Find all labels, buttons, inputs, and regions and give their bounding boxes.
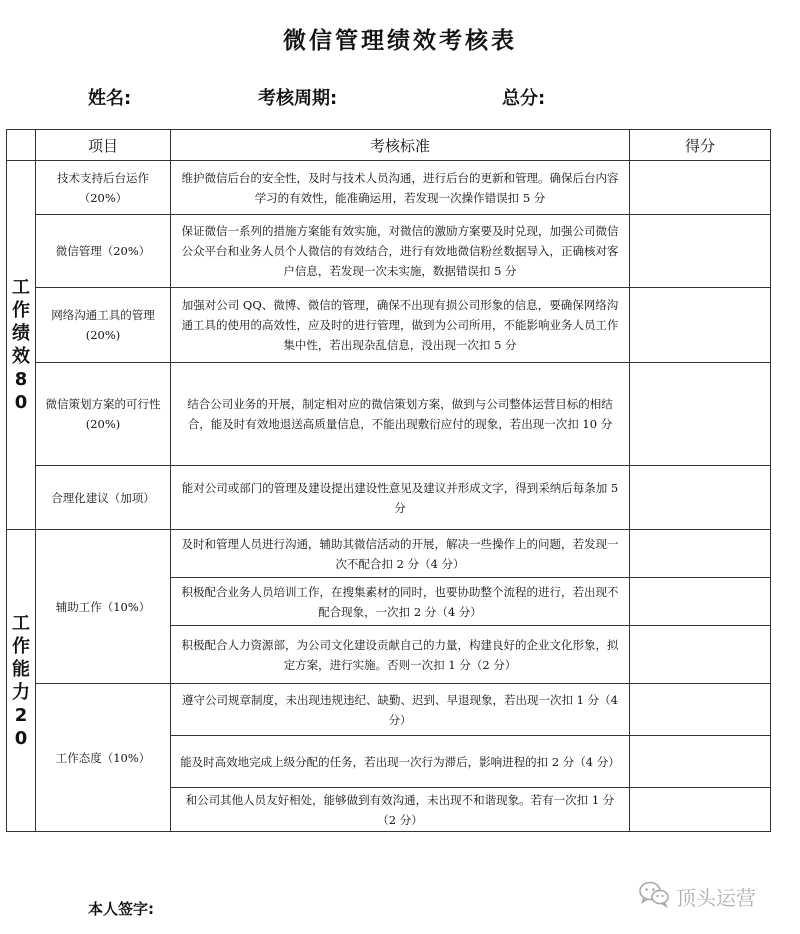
item-cell: 工作态度（10%）: [36, 684, 171, 832]
item-cell: 微信管理（20%）: [36, 215, 171, 288]
category-char: 力: [12, 681, 30, 703]
score-cell[interactable]: [630, 578, 771, 626]
category-char: 0: [14, 392, 28, 413]
criteria-cell: 积极配合业务人员培训工作，在搜集素材的同时，也要协助整个流程的进行，若出现不配合现象，一次扣 2 分（4 分）: [171, 578, 630, 626]
table-row: [7, 363, 771, 466]
item-cell: 微信策划方案的可行性(20%): [36, 363, 171, 466]
category-performance: [7, 161, 36, 530]
category-char: 能: [12, 658, 30, 680]
category-ability: [7, 530, 36, 832]
score-cell[interactable]: [630, 288, 771, 363]
name-label: 姓名:: [88, 88, 132, 109]
score-cell[interactable]: [630, 626, 771, 684]
table-row: [7, 161, 771, 215]
criteria-cell: 结合公司业务的开展，制定相对应的微信策划方案，做到与公司整体运营目标的相结合，能及时有效地退送高质量信息，不能出现敷衍应付的现象，若出现一次扣 10 分: [171, 363, 630, 466]
header-row: [7, 130, 771, 161]
criteria-cell: 加强对公司 QQ、微博、微信的管理，确保不出现有损公司形象的信息，要确保网络沟通工具的使用的高效性，应及时的进行管理，做到为公司所用，不能影响业务人员工作集中性，若出现杂乱信息，没出现一次扣 5 分: [171, 288, 630, 363]
header-item: 项目: [36, 130, 171, 161]
total-label: 总分:: [502, 88, 546, 109]
category-char: 作: [12, 300, 30, 321]
period-label: 考核周期:: [258, 88, 338, 109]
category-char: 0: [14, 727, 28, 749]
category-char: 工: [12, 277, 30, 298]
item-cell: 合理化建议（加项）: [36, 466, 171, 530]
watermark-text: 顶头运营: [676, 885, 756, 910]
criteria-cell: 保证微信一系列的措施方案能有效实施，对微信的激励方案要及时兑现，加强公司微信公众平台和业务人员个人微信的有效结合，进行有效地微信粉丝数据导入，正确核对客户信息，若发现一次未实施，数据错误扣 5 分: [171, 215, 630, 288]
item-cell: 技术支持后台运作（20%）: [36, 161, 171, 215]
table-row: [7, 288, 771, 363]
table-row: [7, 466, 771, 530]
score-cell[interactable]: [630, 161, 771, 215]
score-cell[interactable]: [630, 684, 771, 736]
wechat-logo-icon: [638, 880, 670, 912]
watermark: [638, 880, 796, 912]
header-criteria: 考核标准: [171, 130, 630, 161]
criteria-cell: 能及时高效地完成上级分配的任务，若出现一次行为滞后，影响进程的扣 2 分（4 分）: [171, 736, 630, 788]
item-cell: 辅助工作（10%）: [36, 530, 171, 684]
signature-label: 本人签字:: [88, 900, 154, 918]
category-char: 2: [14, 704, 28, 726]
category-char: 效: [12, 346, 30, 367]
score-cell[interactable]: [630, 466, 771, 530]
table-row: [7, 215, 771, 288]
header-score: 得分: [630, 130, 771, 161]
table-row: [7, 684, 771, 736]
corner-cell: [7, 130, 36, 161]
criteria-cell: 和公司其他人员友好相处，能够做到有效沟通，未出现不和谐现象。若有一次扣 1 分（2 分）: [171, 788, 630, 832]
score-cell[interactable]: [630, 215, 771, 288]
category-char: 8: [14, 369, 28, 390]
criteria-cell: 及时和管理人员进行沟通，辅助其微信活动的开展，解决一些操作上的问题，若发现一次不配合扣 2 分（4 分）: [171, 530, 630, 578]
assessment-table: [6, 129, 771, 832]
score-cell[interactable]: [630, 363, 771, 466]
table-row: [7, 530, 771, 578]
category-char: 作: [12, 635, 30, 657]
form-title: 微信管理绩效考核表: [283, 28, 517, 54]
criteria-cell: 遵守公司规章制度，未出现违规违纪、缺勤、迟到、早退现象，若出现一次扣 1 分（4 分）: [171, 684, 630, 736]
criteria-cell: 维护微信后台的安全性，及时与技术人员沟通，进行后台的更新和管理。确保后台内容学习的有效性，能准确运用，若发现一次操作错误扣 5 分: [171, 161, 630, 215]
category-char: 工: [12, 612, 30, 634]
criteria-cell: 积极配合人力资源部，为公司文化建设贡献自己的力量，构建良好的企业文化形象，拟定方案，进行实施。否则一次扣 1 分（2 分）: [171, 626, 630, 684]
score-cell[interactable]: [630, 788, 771, 832]
score-cell[interactable]: [630, 736, 771, 788]
score-cell[interactable]: [630, 530, 771, 578]
category-char: 绩: [12, 323, 30, 344]
item-cell: 网络沟通工具的管理(20%): [36, 288, 171, 363]
criteria-cell: 能对公司或部门的管理及建设提出建设性意见及建议并形成文字，得到采纳后每条加 5 分: [171, 466, 630, 530]
